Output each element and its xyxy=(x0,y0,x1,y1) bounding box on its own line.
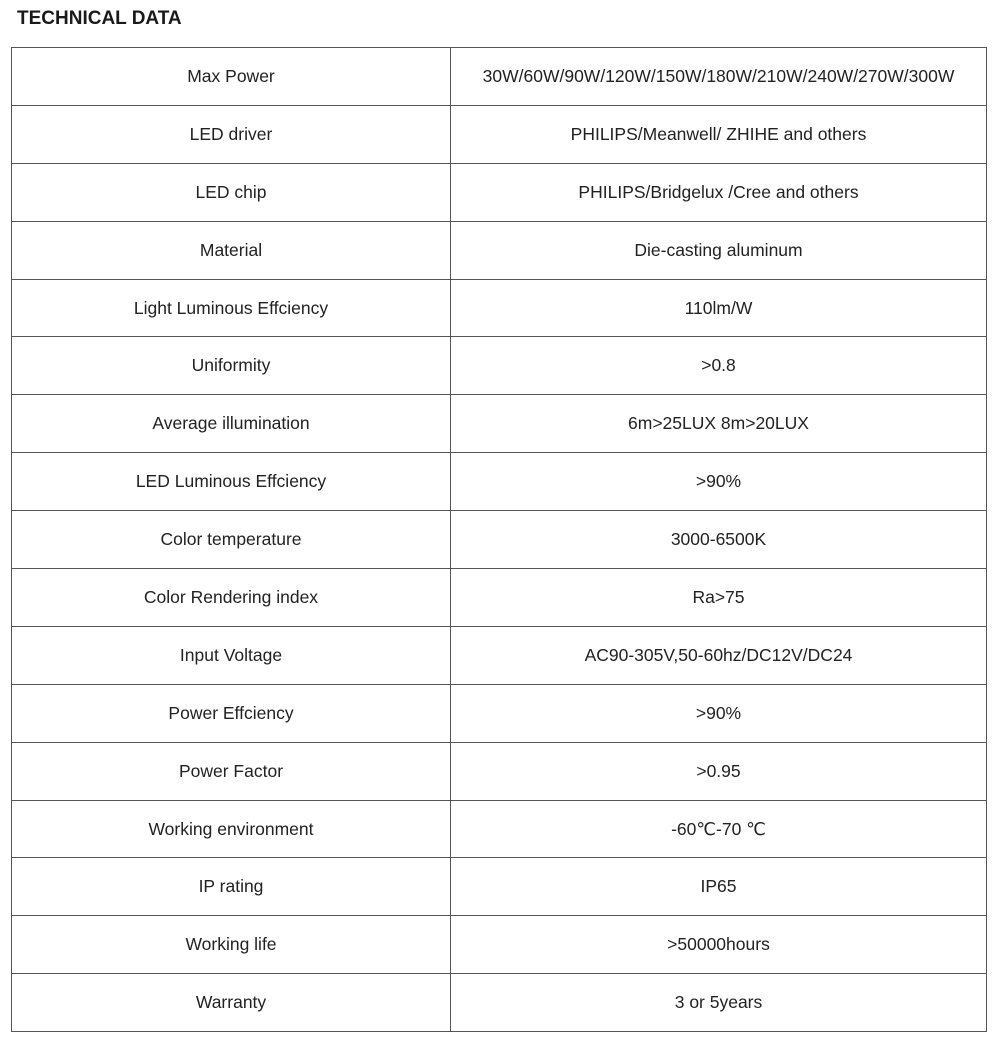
spec-value: IP65 xyxy=(451,858,987,916)
table-row xyxy=(12,395,987,453)
spec-value: Die-casting aluminum xyxy=(451,221,987,279)
spec-label: Working life xyxy=(12,916,451,974)
spec-label: Max Power xyxy=(12,48,451,106)
table-row xyxy=(12,279,987,337)
spec-label: Color temperature xyxy=(12,511,451,569)
spec-value: >90% xyxy=(451,684,987,742)
technical-data-table xyxy=(11,47,987,1032)
spec-label: Average illumination xyxy=(12,395,451,453)
spec-label: Light Luminous Effciency xyxy=(12,279,451,337)
table-row xyxy=(12,453,987,511)
table-row xyxy=(12,684,987,742)
spec-label: Color Rendering index xyxy=(12,569,451,627)
spec-value: >0.95 xyxy=(451,742,987,800)
spec-value: 30W/60W/90W/120W/150W/180W/210W/240W/270W/300W xyxy=(451,48,987,106)
spec-value: 3 or 5years xyxy=(451,974,987,1032)
table-row xyxy=(12,858,987,916)
spec-value: AC90-305V,50-60hz/DC12V/DC24 xyxy=(451,626,987,684)
spec-label: LED Luminous Effciency xyxy=(12,453,451,511)
table-row xyxy=(12,742,987,800)
table-row xyxy=(12,916,987,974)
table-row xyxy=(12,163,987,221)
spec-value: >50000hours xyxy=(451,916,987,974)
spec-value: Ra>75 xyxy=(451,569,987,627)
spec-label: LED chip xyxy=(12,163,451,221)
table-row xyxy=(12,569,987,627)
spec-label: Working environment xyxy=(12,800,451,858)
spec-label: IP rating xyxy=(12,858,451,916)
spec-value: 110lm/W xyxy=(451,279,987,337)
page-title: TECHNICAL DATA xyxy=(17,8,182,29)
table-row xyxy=(12,221,987,279)
spec-label: Material xyxy=(12,221,451,279)
spec-label: LED driver xyxy=(12,105,451,163)
spec-value: >90% xyxy=(451,453,987,511)
spec-label: Power Factor xyxy=(12,742,451,800)
table-row xyxy=(12,337,987,395)
table-row xyxy=(12,974,987,1032)
table-row xyxy=(12,800,987,858)
table-row xyxy=(12,105,987,163)
spec-value: PHILIPS/Meanwell/ ZHIHE and others xyxy=(451,105,987,163)
table-row xyxy=(12,511,987,569)
spec-value: 6m>25LUX 8m>20LUX xyxy=(451,395,987,453)
spec-label: Warranty xyxy=(12,974,451,1032)
spec-label: Input Voltage xyxy=(12,626,451,684)
spec-value: -60℃-70 ℃ xyxy=(451,800,987,858)
spec-value: 3000-6500K xyxy=(451,511,987,569)
table-row xyxy=(12,48,987,106)
spec-value: >0.8 xyxy=(451,337,987,395)
spec-label: Power Effciency xyxy=(12,684,451,742)
table-row xyxy=(12,626,987,684)
spec-value: PHILIPS/Bridgelux /Cree and others xyxy=(451,163,987,221)
spec-label: Uniformity xyxy=(12,337,451,395)
